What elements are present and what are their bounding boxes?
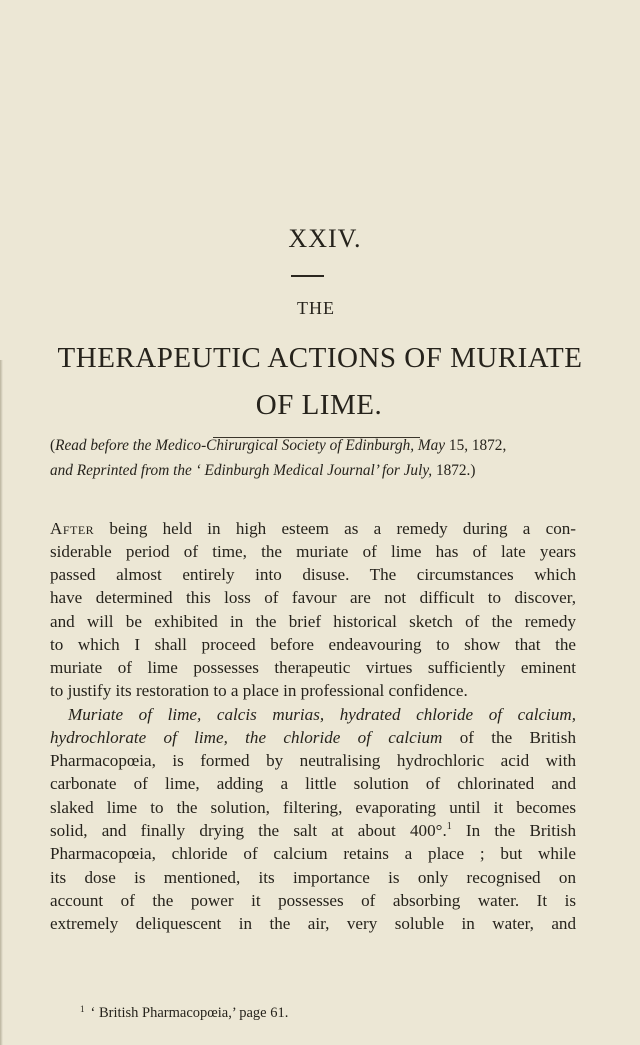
body-line-13: slaked lime to the solution, filtering, evaporating until it becomes — [50, 798, 576, 817]
body-line-12: carbonate of lime, adding a little solution of chlorinated and — [50, 774, 576, 793]
note-paren: ( — [50, 437, 56, 454]
body-line-11: Pharmacopœia, is formed by neutralising hydrochloric acid with — [50, 751, 576, 770]
note-date: 15, 1872, — [445, 437, 507, 454]
body-line-14 — [50, 822, 576, 839]
publication-note-line-2 — [50, 462, 610, 480]
synonyms-italic: hydrochlorate of lime, the chloride of calcium — [50, 728, 443, 747]
body-line-2: siderable period of time, the muriate of lime has of late years — [50, 542, 576, 561]
title-line-2: OF LIME. — [255, 389, 383, 421]
note-reprinted: and Reprinted from the — [50, 462, 196, 479]
body-line-1 — [50, 520, 576, 537]
publication-note-line-1 — [50, 437, 610, 455]
body-line-8: to justify its restoration to a place in professional confidence. — [50, 681, 468, 700]
body-line-15: Pharmacopœia, chloride of calcium retains a place ; but while — [50, 844, 576, 863]
body-line-10 — [50, 729, 576, 746]
note-read-before: Read before the Medico-Chirurgical Society of Edinburgh, May — [55, 437, 446, 454]
note-for-july: for July, — [378, 462, 436, 479]
body-line-9: Muriate of lime, calcis murias, hydrated chloride of calcium, — [68, 705, 576, 724]
note-year: 1872.) — [435, 462, 476, 479]
body-text: solid, and finally drying the salt at about 400°. — [50, 821, 447, 840]
body-line-4: have determined this loss of favour are not difficult to discover, — [50, 588, 576, 607]
footnote — [80, 1004, 288, 1022]
body-text: being held in high esteem as a remedy during a con- — [94, 519, 576, 538]
body-line-7: muriate of lime possesses therapeutic virtues sufficiently eminent — [50, 658, 576, 677]
body-text: In the British — [451, 821, 576, 840]
body-text: of the British — [442, 728, 577, 747]
footnote-text: ‘ British Pharmacopœia,’ page 61. — [90, 1005, 289, 1021]
footnote-marker: 1 — [80, 1004, 85, 1014]
body-line-6: to which I shall proceed before endeavouring to show that the — [50, 635, 576, 654]
drop-word: After — [50, 519, 95, 538]
title-line-1: THERAPEUTIC ACTIONS OF MURIATE — [57, 342, 583, 374]
page-gutter-shadow — [0, 360, 3, 1045]
body-line-5: and will be exhibited in the brief historical sketch of the remedy — [50, 612, 576, 631]
note-journal: ‘ Edinburgh Medical Journal’ — [195, 462, 379, 479]
chapter-numeral: XXIV. — [288, 224, 362, 253]
pre-title: THE — [297, 298, 335, 318]
body-line-16: its dose is mentioned, its importance is only recognised on — [50, 868, 576, 887]
footnote-ref: 1 — [446, 821, 452, 832]
short-rule — [291, 275, 324, 277]
body-line-17: account of the power it possesses of absorbing water. It is — [50, 891, 576, 910]
body-line-3: passed almost entirely into disuse. The circumstances which — [50, 565, 576, 584]
body-line-18: extremely deliquescent in the air, very soluble in water, and — [50, 914, 576, 933]
